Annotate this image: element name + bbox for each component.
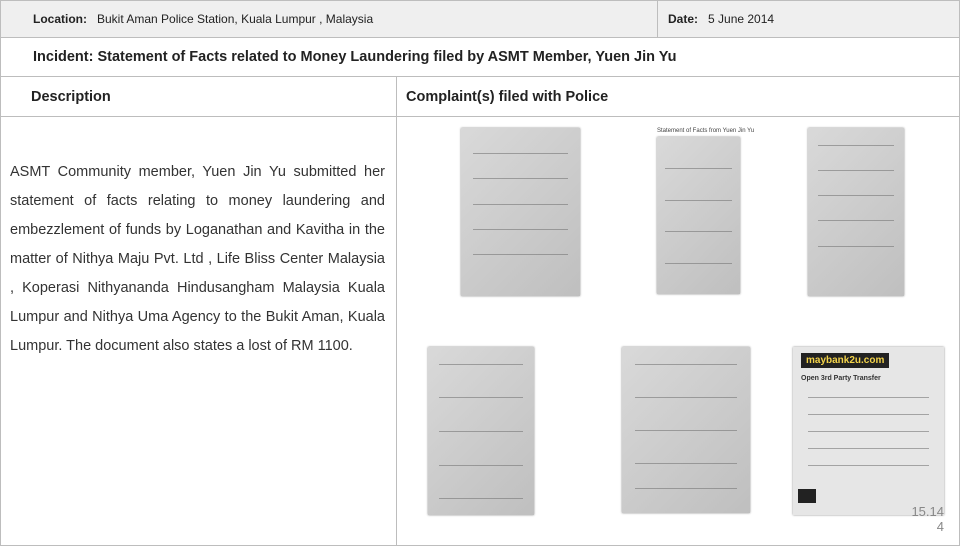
m2u-logo: [798, 489, 816, 503]
location-label: Location:: [33, 12, 87, 26]
document-photo[interactable]: [657, 137, 740, 294]
location-value: Bukit Aman Police Station, Kuala Lumpur , Malaysia: [97, 12, 374, 26]
date-label: Date:: [668, 12, 699, 26]
receipt-title: Open 3rd Party Transfer: [801, 375, 881, 382]
description-text: ASMT Community member, Yuen Jin Yu submitted her statement of facts relating to money laundering and embezzlement of funds by Loganathan and Kavitha in the matter of Nithya Maju Pvt. Ltd , Life Bliss Center Malaysia , Koperasi Nithyananda Hindusangham Malaysia Kuala Lumpur and Nithya Uma Agency to the Bukit Aman, Kuala Lumpur. The document also states a lost of RM 1100.: [10, 164, 385, 354]
complaints-header: Complaint(s) filed with Police: [396, 76, 960, 117]
document-photo[interactable]: [428, 347, 534, 515]
date-value: 5 June 2014: [708, 12, 775, 26]
document-photo[interactable]: [461, 128, 580, 296]
bank-receipt-photo[interactable]: [793, 347, 944, 515]
document-photo[interactable]: [622, 347, 750, 513]
description-header: Description: [0, 76, 397, 117]
date-cell: [657, 0, 960, 38]
incident-title: Incident: Statement of Facts related to Money Laundering filed by ASMT Member, Yuen Jin Yu: [0, 37, 960, 77]
document-photo[interactable]: [808, 128, 904, 296]
page-number: [911, 504, 944, 534]
maybank-logo: maybank2u.com: [801, 353, 889, 368]
location-cell: [0, 0, 658, 38]
page-number-line1: 15.14: [911, 504, 944, 519]
photo-caption: Statement of Facts from Yuen Jin Yu: [657, 128, 755, 134]
page-number-line2: 4: [936, 519, 944, 534]
